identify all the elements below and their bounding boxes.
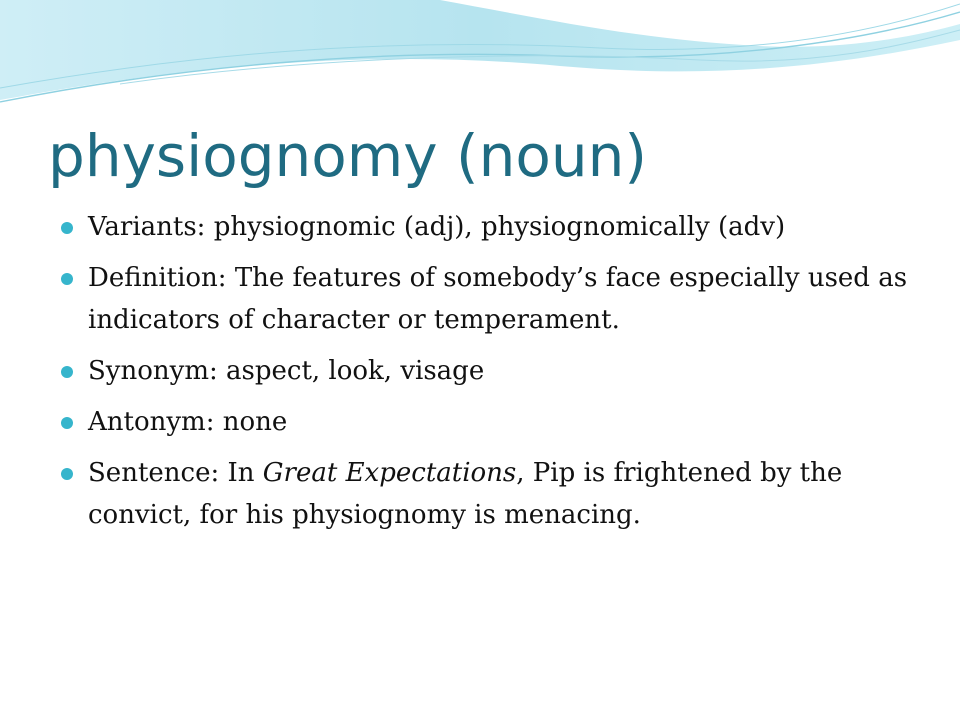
bullet-definition [58,257,918,341]
sentence-book-title: Great Expectations [262,458,517,488]
bullet-dot-icon [61,273,73,285]
bullet-sentence [58,452,918,536]
slide-title: physiognomy (noun) [48,122,648,190]
bullet-dot-icon [61,417,73,429]
bullet-dot-icon [61,222,73,234]
bullet-dot-icon [61,366,73,378]
bullet-dot-icon [61,468,73,480]
sentence-suffix: , Pip is frightened by the convict, for his physiognomy is menacing. [88,458,843,530]
synonym-text: Synonym: aspect, look, visage [88,356,485,386]
header-wave-decoration [0,0,960,110]
variants-text: Variants: physiognomic (adj), physiognomically (adv) [88,212,786,242]
sentence-prefix: Sentence: In [88,458,263,488]
bullet-synonym [58,350,918,392]
definition-text: Definition: The features of somebody’s face especially used as indicators of character or temperament. [88,263,908,335]
bullet-list [58,206,918,545]
antonym-text: Antonym: none [88,407,288,437]
bullet-antonym [58,401,918,443]
bullet-variants [58,206,918,248]
